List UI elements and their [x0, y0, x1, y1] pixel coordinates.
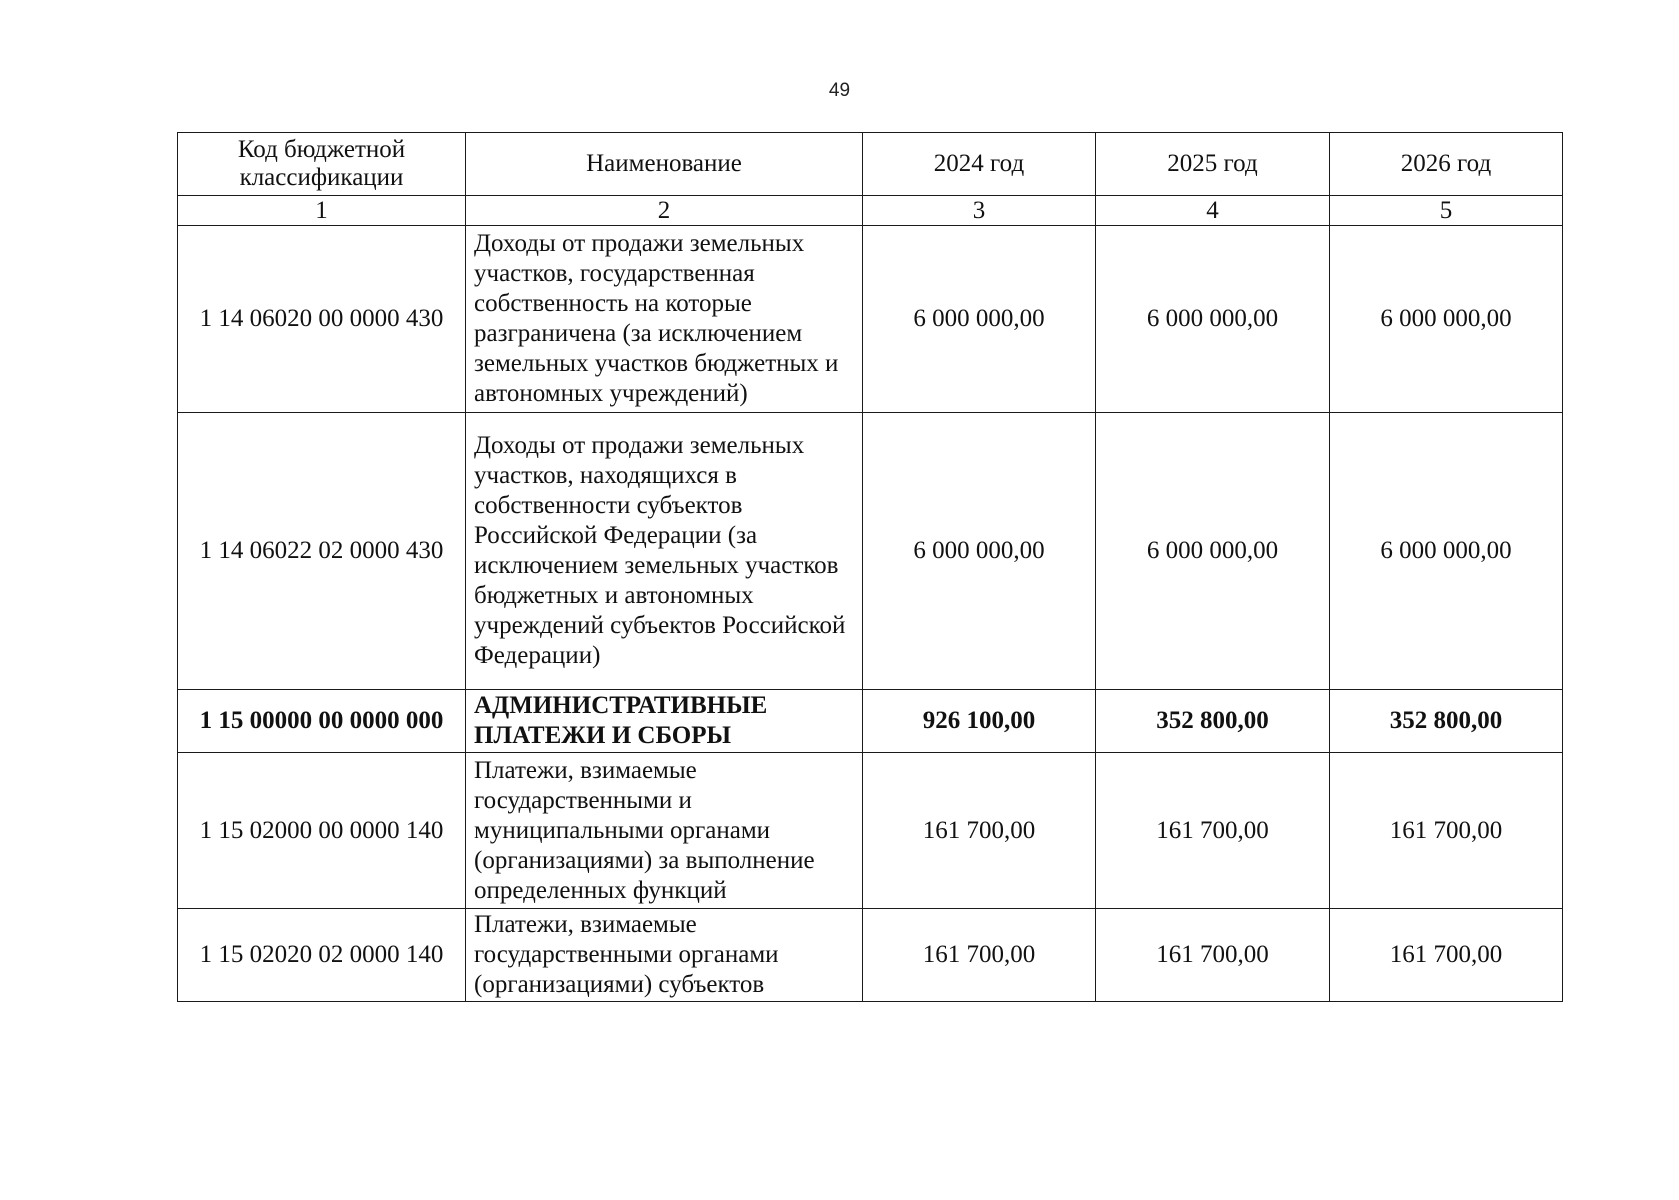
budget-revenue-table	[177, 132, 1563, 1002]
table-row	[178, 226, 1563, 413]
value-2026-cell: 352 800,00	[1330, 690, 1563, 753]
name-cell: Платежи, взимаемые государственными и муниципальными органами (организациями) за выполнение определенных функций	[466, 753, 863, 909]
table-row-section-total	[178, 690, 1563, 753]
column-number-row	[178, 196, 1563, 226]
budget-code-cell: 1 15 02020 02 0000 140	[178, 909, 466, 1002]
value-2026-cell: 161 700,00	[1330, 753, 1563, 909]
table-row	[178, 413, 1563, 690]
name-cell: АДМИНИСТРАТИВНЫЕ ПЛАТЕЖИ И СБОРЫ	[466, 690, 863, 753]
column-number: 4	[1096, 196, 1330, 226]
header-year-2025: 2025 год	[1096, 133, 1330, 196]
value-2024-cell: 6 000 000,00	[863, 413, 1096, 690]
header-year-2026: 2026 год	[1330, 133, 1563, 196]
value-2024-cell: 161 700,00	[863, 753, 1096, 909]
table-row	[178, 753, 1563, 909]
value-2025-cell: 352 800,00	[1096, 690, 1330, 753]
value-2025-cell: 161 700,00	[1096, 909, 1330, 1002]
value-2025-cell: 6 000 000,00	[1096, 226, 1330, 413]
table-row	[178, 909, 1563, 1002]
value-2024-cell: 926 100,00	[863, 690, 1096, 753]
name-cell: Доходы от продажи земельных участков, находящихся в собственности субъектов Российской Федерации (за исключением земельных участков бюджетных и автономных учреждений субъектов Российской Федерации)	[466, 413, 863, 690]
value-2024-cell: 6 000 000,00	[863, 226, 1096, 413]
budget-code-cell: 1 14 06020 00 0000 430	[178, 226, 466, 413]
header-budget-code: Код бюджетной классификации	[178, 133, 466, 196]
value-2026-cell: 6 000 000,00	[1330, 413, 1563, 690]
column-number: 3	[863, 196, 1096, 226]
column-number: 1	[178, 196, 466, 226]
value-2025-cell: 161 700,00	[1096, 753, 1330, 909]
header-name: Наименование	[466, 133, 863, 196]
name-cell: Платежи, взимаемые государственными органами (организациями) субъектов	[466, 909, 863, 1002]
budget-code-cell: 1 14 06022 02 0000 430	[178, 413, 466, 690]
value-2025-cell: 6 000 000,00	[1096, 413, 1330, 690]
header-year-2024: 2024 год	[863, 133, 1096, 196]
table-header-row	[178, 133, 1563, 196]
value-2026-cell: 6 000 000,00	[1330, 226, 1563, 413]
name-cell: Доходы от продажи земельных участков, государственная собственность на которые разграничена (за исключением земельных участков бюджетных и автономных учреждений)	[466, 226, 863, 413]
page-number: 49	[828, 80, 851, 101]
column-number: 2	[466, 196, 863, 226]
value-2026-cell: 161 700,00	[1330, 909, 1563, 1002]
budget-code-cell: 1 15 02000 00 0000 140	[178, 753, 466, 909]
column-number: 5	[1330, 196, 1563, 226]
budget-code-cell: 1 15 00000 00 0000 000	[178, 690, 466, 753]
value-2024-cell: 161 700,00	[863, 909, 1096, 1002]
